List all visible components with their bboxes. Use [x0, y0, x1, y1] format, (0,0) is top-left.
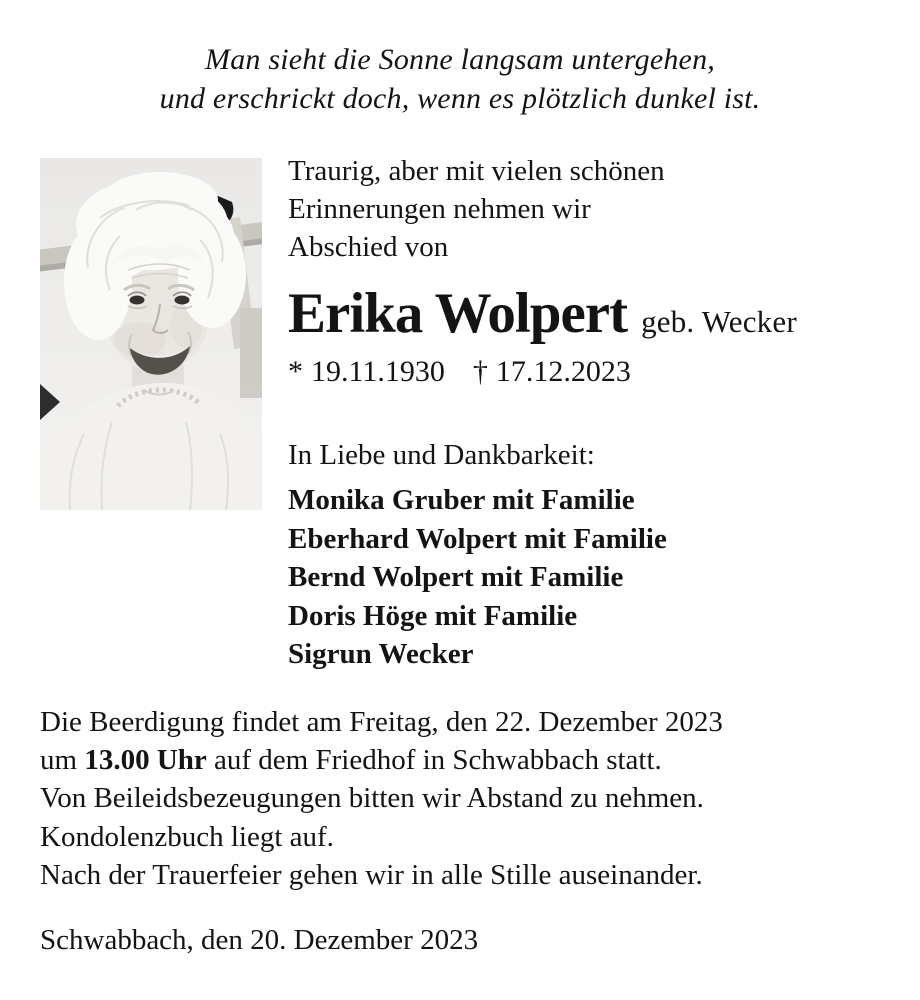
portrait-photo-image	[40, 158, 262, 510]
intro-text	[288, 152, 900, 266]
mourners-list	[288, 481, 900, 674]
death-cross-symbol: †	[472, 355, 488, 388]
death-date	[473, 355, 631, 388]
intro-line-3: Abschied von	[288, 231, 449, 263]
mourner-name: Doris Höge mit Familie	[288, 599, 578, 632]
funeral-line-4: Kondolenzbuch liegt auf.	[40, 820, 334, 853]
birth-date	[288, 355, 445, 388]
closing-date-line: Schwabbach, den 20. Dezember 2023	[40, 924, 479, 956]
mourner-name: Monika Gruber mit Familie	[288, 484, 635, 516]
epigraph-line-1: Man sieht die Sonne langsam untergehen,	[205, 43, 715, 76]
announcement-column	[288, 152, 900, 674]
mourner-name: Bernd Wolpert mit Familie	[288, 561, 624, 593]
funeral-time: 13.00 Uhr	[84, 744, 207, 777]
life-dates-row	[288, 354, 900, 390]
portrait-photo	[40, 158, 262, 510]
mourners-heading: In Liebe und Dankbarkeit:	[288, 439, 595, 471]
maiden-name: geb. Wecker	[641, 304, 797, 339]
intro-line-2: Erinnerungen nehmen wir	[288, 193, 591, 225]
funeral-line-1: Die Beerdigung findet am Freitag, den 22. Dezember 2023	[40, 706, 723, 738]
intro-line-1: Traurig, aber mit vielen schönen	[288, 155, 665, 187]
funeral-line-3: Von Beileidsbezeugungen bitten wir Abstand zu nehmen.	[40, 782, 704, 815]
mourner-name: Eberhard Wolpert mit Familie	[288, 522, 667, 555]
birth-star-symbol: *	[288, 355, 303, 388]
death-date-value: 17.12.2023	[495, 355, 631, 388]
deceased-name: Erika Wolpert	[288, 282, 628, 345]
funeral-info	[40, 703, 900, 894]
funeral-line-2	[40, 741, 900, 779]
deceased-name-row	[288, 284, 900, 344]
birth-date-value: 19.11.1930	[311, 355, 445, 388]
epigraph-line-2: und erschrickt doch, wenn es plötzlich dunkel ist.	[159, 82, 761, 115]
mourner-name: Sigrun Wecker	[288, 638, 474, 670]
epigraph-verse	[0, 40, 920, 118]
funeral-line-5: Nach der Trauerfeier gehen wir in alle Stille auseinander.	[40, 858, 703, 891]
funeral-line-2-suffix: auf dem Friedhof in Schwabbach statt.	[206, 744, 662, 777]
funeral-line-2-prefix: um	[40, 744, 85, 777]
